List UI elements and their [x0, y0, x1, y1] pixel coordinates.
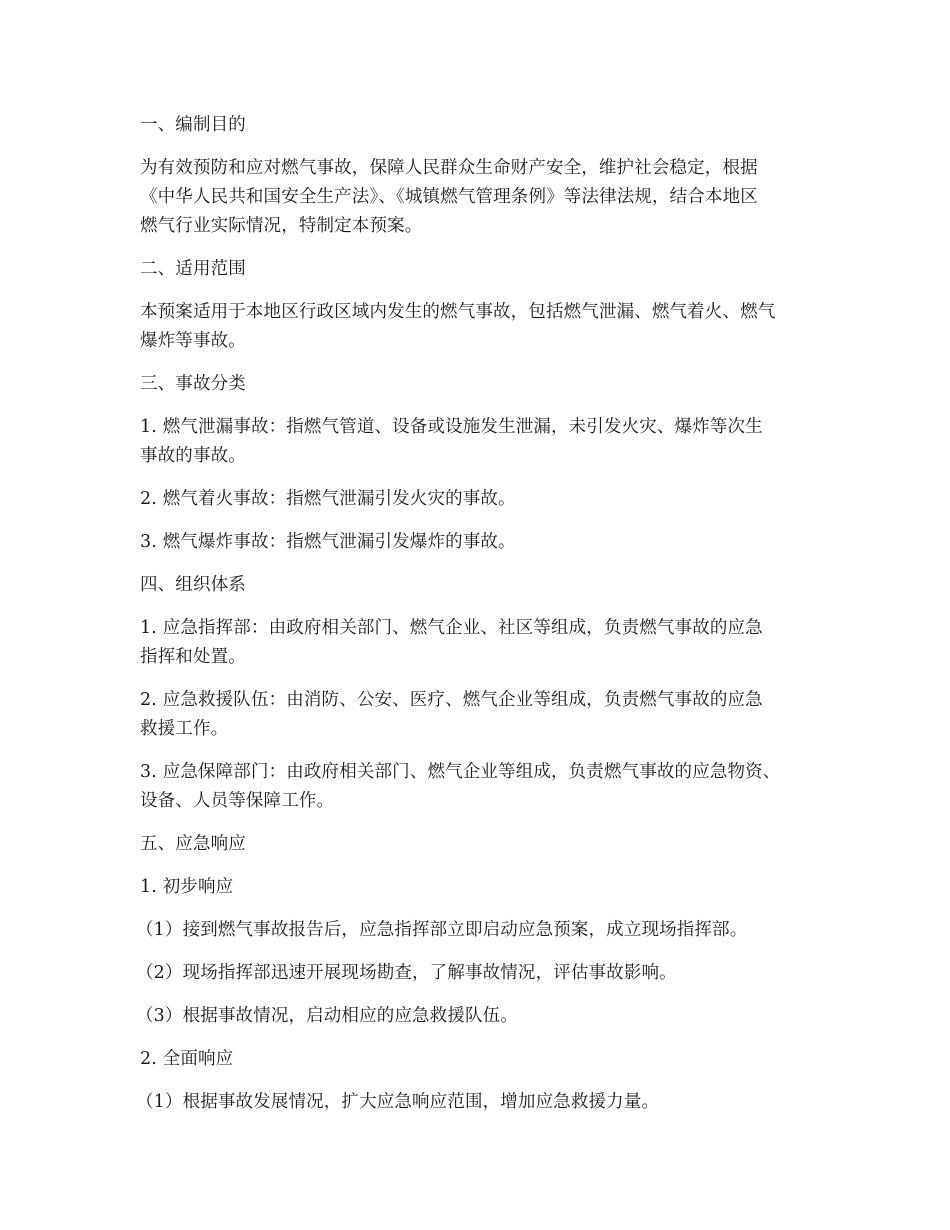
- text-line: 2. 应急救援队伍：由消防、公安、医疗、燃气企业等组成，负责燃气事故的应急: [140, 690, 763, 710]
- paragraph-sec4-item3: [140, 758, 830, 816]
- text-line: 2. 燃气着火事故：指燃气泄漏引发火灾的事故。: [140, 489, 516, 509]
- paragraph-sec3-item1: [140, 413, 830, 471]
- text-line: （1）接到燃气事故报告后，应急指挥部立即启动应急预案，成立现场指挥部。: [136, 920, 748, 940]
- paragraph-sec2-body: [140, 298, 830, 356]
- text-line: 1. 初步响应: [140, 877, 234, 897]
- text-line: 1. 应急指挥部：由政府相关部门、燃气企业、社区等组成，负责燃气事故的应急: [140, 618, 763, 638]
- paragraph-sec1-heading: [140, 111, 830, 140]
- text-line: 1. 燃气泄漏事故：指燃气管道、设备或设施发生泄漏，未引发火灾、爆炸等次生: [140, 417, 763, 437]
- paragraph-sec2-heading: [140, 255, 830, 284]
- paragraph-sec3-item3: [140, 528, 830, 557]
- text-line: 本预案适用于本地区行政区域内发生的燃气事故，包括燃气泄漏、燃气着火、燃气: [140, 302, 776, 322]
- text-line: 燃气行业实际情况，特制定本预案。: [140, 216, 423, 236]
- paragraph-sec4-item2: [140, 686, 830, 744]
- text-line: 设备、人员等保障工作。: [140, 791, 335, 811]
- text-line: 指挥和处置。: [140, 647, 246, 667]
- paragraph-sec5-sub1-item2: [136, 959, 830, 988]
- paragraph-sec5-sub1-item1: [136, 916, 830, 945]
- paragraph-sec5-heading: [140, 830, 830, 859]
- text-line: 救援工作。: [140, 719, 229, 739]
- paragraph-sec1-body: [140, 154, 830, 241]
- text-line: 《中华人民共和国安全生产法》、《城镇燃气管理条例》等法律法规，结合本地区: [140, 187, 758, 207]
- paragraph-sec5-sub2-heading: [140, 1045, 830, 1074]
- paragraph-sec5-sub2-item1: [136, 1088, 830, 1117]
- document-body: [136, 111, 830, 1131]
- text-line: 3. 应急保障部门：由政府相关部门、燃气企业等组成，负责燃气事故的应急物资、: [140, 762, 781, 782]
- paragraph-sec5-sub1-heading: [140, 873, 830, 902]
- paragraph-sec4-item1: [140, 614, 830, 672]
- text-line: 为有效预防和应对燃气事故，保障人民群众生命财产安全，维护社会稳定，根据: [140, 158, 758, 178]
- text-line: 二、适用范围: [140, 259, 246, 279]
- text-line: 一、编制目的: [140, 115, 246, 135]
- text-line: 事故的事故。: [140, 446, 246, 466]
- text-line: 四、组织体系: [140, 575, 246, 595]
- text-line: （1）根据事故发展情况，扩大应急响应范围，增加应急救援力量。: [136, 1092, 660, 1112]
- text-line: （2）现场指挥部迅速开展现场勘查，了解事故情况，评估事故影响。: [136, 963, 677, 983]
- paragraph-sec4-heading: [140, 571, 830, 600]
- text-line: 3. 燃气爆炸事故：指燃气泄漏引发爆炸的事故。: [140, 532, 516, 552]
- paragraph-sec5-sub1-item3: [136, 1002, 830, 1031]
- text-line: 五、应急响应: [140, 834, 246, 854]
- text-line: 爆炸等事故。: [140, 331, 246, 351]
- text-line: 三、事故分类: [140, 374, 246, 394]
- text-line: （3）根据事故情况，启动相应的应急救援队伍。: [136, 1006, 518, 1026]
- paragraph-sec3-item2: [140, 485, 830, 514]
- text-line: 2. 全面响应: [140, 1049, 234, 1069]
- paragraph-sec3-heading: [140, 370, 830, 399]
